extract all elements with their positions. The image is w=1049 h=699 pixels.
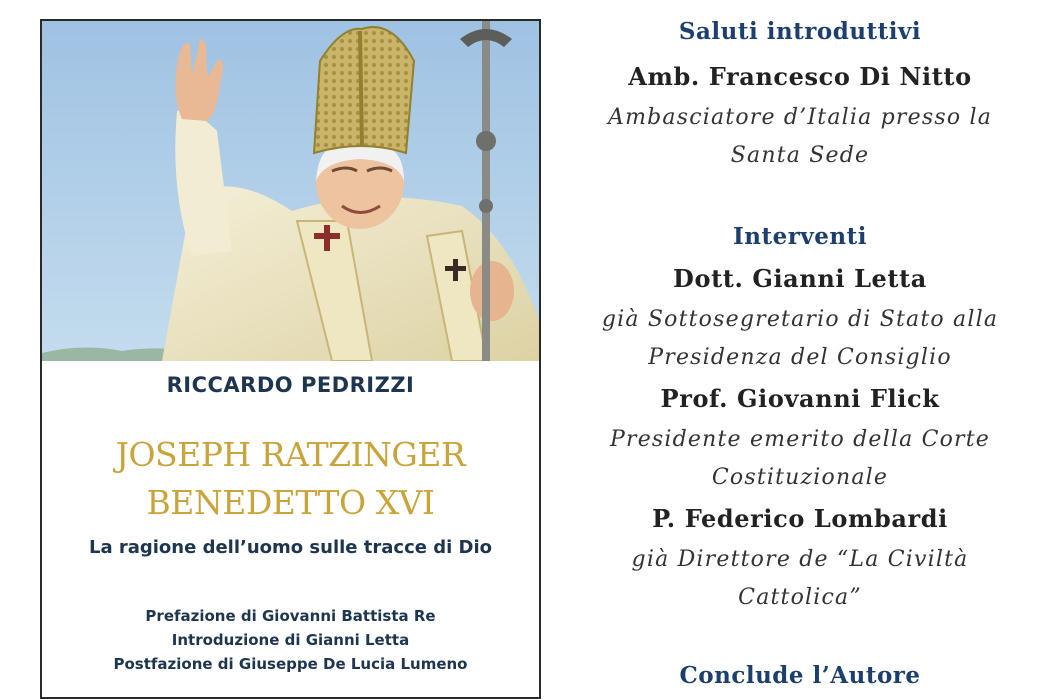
speaker-name: P. Federico Lombardi <box>652 504 948 533</box>
closing-heading: Conclude l’Autore <box>679 662 921 689</box>
event-programme <box>560 0 1040 689</box>
book-title-line-1: JOSEPH RATZINGER <box>115 435 466 474</box>
speaker-name: Amb. Francesco Di Nitto <box>628 62 972 91</box>
book-credit-afterword: Postfazione di Giuseppe De Lucia Lumeno <box>113 655 468 673</box>
speaker-role-line: Presidenza del Consiglio <box>648 345 952 370</box>
talks-heading: Interventi <box>733 223 867 250</box>
speaker-name: Dott. Gianni Letta <box>673 264 927 293</box>
book-title-line-2: BENEDETTO XVI <box>146 483 435 522</box>
speaker-role-line: già Sottosegretario di Stato alla <box>601 307 999 332</box>
speaker-role-line: Ambasciatore d’Italia presso la <box>607 105 993 130</box>
book-credit-introduction: Introduzione di Gianni Letta <box>171 631 410 649</box>
pope-photo <box>42 21 539 361</box>
book-author: RICCARDO PEDRIZZI <box>166 373 415 397</box>
speaker-name: Prof. Giovanni Flick <box>660 384 940 413</box>
book-cover <box>40 19 541 699</box>
speaker-role-line: Presidente emerito della Corte <box>609 427 991 452</box>
book-subtitle: La ragione dell’uomo sulle tracce di Dio <box>88 537 493 558</box>
book-credit-preface: Prefazione di Giovanni Battista Re <box>145 607 436 625</box>
speaker-role-line: Cattolica” <box>738 585 862 610</box>
speaker-role-line: già Direttore de “La Civiltà <box>631 547 969 572</box>
speaker-role-line: Costituzionale <box>711 465 889 490</box>
speaker-role-line: Santa Sede <box>730 143 870 168</box>
greetings-heading: Saluti introduttivi <box>678 18 922 45</box>
